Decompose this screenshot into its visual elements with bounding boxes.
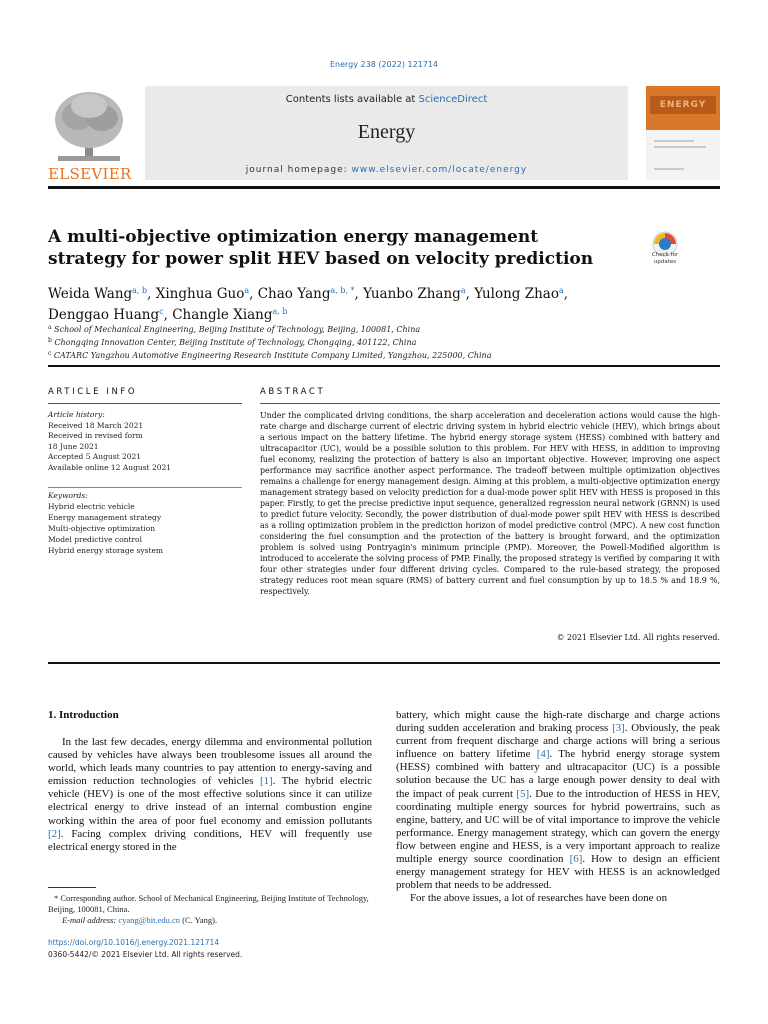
keyword: Hybrid energy storage system: [48, 545, 164, 555]
email-line: [48, 915, 372, 926]
section-rule: [48, 662, 720, 664]
article-title: A multi-objective optimization energy management strategy for power split HEV based on velocity prediction: [48, 227, 594, 269]
citation-link[interactable]: [5]: [516, 787, 530, 800]
keyword: Multi-objective optimization: [48, 523, 156, 533]
contents-line: [145, 94, 628, 105]
author[interactable]: Denggao Huang$^c$: [48, 307, 164, 323]
keywords-rule: [48, 487, 242, 488]
body-column-left: [48, 736, 372, 854]
cover-text-line: [654, 140, 694, 142]
keywords: [48, 491, 242, 556]
article-history: [48, 410, 242, 473]
citation-link[interactable]: [4]: [536, 748, 550, 761]
affiliations: [48, 322, 648, 361]
paragraph: In the last few decades, energy dilemma and environmental pollution caused by vehicles have always been troublesome issues all around the world, which leads many countries to pay attention to energy-saving and emission reduction technologies of vehicles [1]. The hybrid electric vehicle (HEV) is one of the most effective solutions since it can utilize electrical energy to drive instead of an internal combustion engine working within the area of poor fuel economy and emission pollutants [2]. Facing complex driving conditions, HEV will frequently use electrical energy stored in the: [48, 736, 372, 853]
author[interactable]: Xinghua Guo$^a$: [155, 286, 250, 302]
affiliation: $^a$ School of Mechanical Engineering, Beijing Institute of Technology, Beijing, 100081, China: [48, 324, 421, 334]
contents-prefix: Contents lists available at: [285, 94, 419, 105]
email-suffix: (C. Yang).: [180, 915, 218, 925]
article-info-heading: ARTICLE INFO: [48, 387, 138, 397]
citation-link[interactable]: [2]: [48, 827, 61, 840]
body-column-right: [396, 709, 720, 905]
keyword: Hybrid electric vehicle: [48, 501, 135, 511]
author[interactable]: Yulong Zhao$^a$: [474, 286, 564, 302]
citation-link[interactable]: [6]: [569, 853, 583, 866]
history-item: Received in revised form: [48, 431, 143, 440]
journal-name: Energy: [357, 121, 416, 143]
history-item: Accepted 5 August 2021: [48, 452, 142, 461]
journal-cover-thumbnail[interactable]: [646, 86, 720, 180]
journal-homepage: [145, 165, 628, 175]
email-label: E-mail address:: [62, 915, 119, 925]
journal-banner: [145, 86, 628, 180]
paragraph: battery, which might cause the high-rate discharge and charge actions during sudden acceleration and braking process [3]. Obviously, the peak current from frequent discharge and charge actions will bring a serious influence on battery lifetime [4]. The hybrid energy storage system (HESS) combined with battery and ultracapacitor (UC) is a possible solution because the UC has a large enough power density to deal with the impact of peak current [5]. Due to the introduction of HESS in HEV, coordinating multiple energy sources for hybrid powertrains, such as engine, battery, and UC will be of vital importance to improve the vehicle performance. Energy management strategy, which can govern the energy flow between engine and HESS, is a very important approach to realize multiple energy source coordination [6]. How to design an efficient energy management strategy for HEV with HESS is an acknowledged problem that needs to be addressed.: [396, 709, 721, 892]
journal-reference[interactable]: Energy 238 (2022) 121714: [329, 60, 439, 69]
cover-text-line: [654, 146, 706, 148]
journal-header: [48, 86, 720, 182]
citation-link[interactable]: [1]: [259, 775, 273, 788]
keyword: Model predictive control: [48, 534, 142, 544]
section-rule: [48, 365, 720, 367]
abstract-text: Under the complicated driving conditions, the sharp acceleration and deceleration actions would cause the high-rate charge and discharge current of electric driving system in hybrid electric vehicle (HEV), which brings about a serious impact on the battery lifetime. The hybrid energy storage system (HESS) combined with battery and ultracapacitor (UC), would be a possible solution to this problem. For HEV with HESS, in addition to improving fuel economy, realizing the protection of battery is also an important objective. However, improving one aspect performance may sacrifice another aspect performance. The tradeoff between multiple optimization objectives remains a challenge for energy management design. Aiming at this problem, a multi-objective optimization energy management strategy based on velocity prediction for a dual-mode power split HEV with HESS is proposed in this paper. Firstly, to get the precise predictive input sequence, generalized regression neural network (GRNN) is used to predict future velocity. Secondly, the power distribution of dual-mode power spilt HEV with HESS is described as a rolling optimization problem in the prediction horizon of model predictive control (MPC). A new cost function considering the fuel consumption and the protection of the battery is brought forward, and the optimization problem is solved using Pontryagin's minimum principle (PMP). Moreover, the Powell-Modified algorithm is introduced to accelerate the solving process of PMP. Finally, the proposed strategy is verified by comparing it with four other strategies under four different driving cycles. Compared to the rule-based strategy, the proposed strategy reduces root mean square (RMS) of battery current and fuel consumption by up to 18.5 % and 18.9 %, respectively.: [260, 411, 720, 596]
section-heading: 1. Introduction: [48, 709, 119, 721]
corresponding-note: * Corresponding author. School of Mechanical Engineering, Beijing Institute of Technology, Beijing, 100081, China.: [48, 893, 369, 914]
homepage-prefix: journal homepage:: [245, 165, 352, 175]
abstract-rule: [260, 403, 720, 404]
citation-link[interactable]: [3]: [612, 722, 625, 735]
keyword: Energy management strategy: [48, 512, 162, 522]
abstract-heading: ABSTRACT: [260, 387, 326, 397]
sciencedirect-link[interactable]: ScienceDirect: [418, 94, 488, 105]
issn-line: 0360-5442/© 2021 Elsevier Ltd. All rights reserved.: [48, 950, 243, 959]
history-item: Available online 12 August 2021: [48, 462, 172, 472]
keywords-label: Keywords:: [48, 491, 88, 500]
cover-text-line: [654, 168, 684, 170]
email-link[interactable]: cyang@bit.edu.cn: [118, 915, 181, 925]
elsevier-wordmark: ELSEVIER: [48, 165, 132, 183]
author[interactable]: Changle Xiang$^{a, b}$: [172, 307, 288, 323]
doi-link[interactable]: https://doi.org/10.1016/j.energy.2021.121714: [48, 938, 220, 947]
corresponding-author-footnote: [48, 893, 372, 926]
header-rule: [48, 186, 720, 189]
paragraph: For the above issues, a lot of researches have been done on: [410, 892, 668, 905]
history-item: Received 18 March 2021: [48, 420, 144, 430]
author[interactable]: Chao Yang$^{a, b, *}$: [257, 286, 355, 302]
footnote-rule: [48, 887, 96, 888]
cover-title: ENERGY: [650, 96, 716, 114]
abstract-copyright: © 2021 Elsevier Ltd. All rights reserved.: [556, 633, 720, 642]
author[interactable]: Weida Wang$^{a, b}$: [48, 286, 148, 302]
affiliation: $^b$ Chongqing Innovation Center, Beijing Institute of Technology, Chongqing, 401122, China: [48, 337, 417, 347]
author[interactable]: Yuanbo Zhang$^a$: [363, 286, 466, 302]
article-info-rule: [48, 403, 242, 404]
affiliation: $^c$ CATARC Yangzhou Automotive Engineering Research Institute Company Limited, Yangzhou, 225000, China: [48, 350, 492, 360]
homepage-link[interactable]: www.elsevier.com/locate/energy: [351, 165, 528, 175]
history-label: Article history:: [48, 410, 105, 419]
check-for-updates-label[interactable]: Check for updates: [651, 252, 679, 265]
author-list: Weida Wang$^{a, b}$, Xinghua Guo$^a$, Chao Yang$^{a, b, *}$, Yuanbo Zhang$^a$, Yulong Zhao$^a$, Denggao Huang$^c$, Changle Xiang$^{a, b}$: [48, 286, 569, 323]
history-item: 18 June 2021: [48, 441, 99, 451]
